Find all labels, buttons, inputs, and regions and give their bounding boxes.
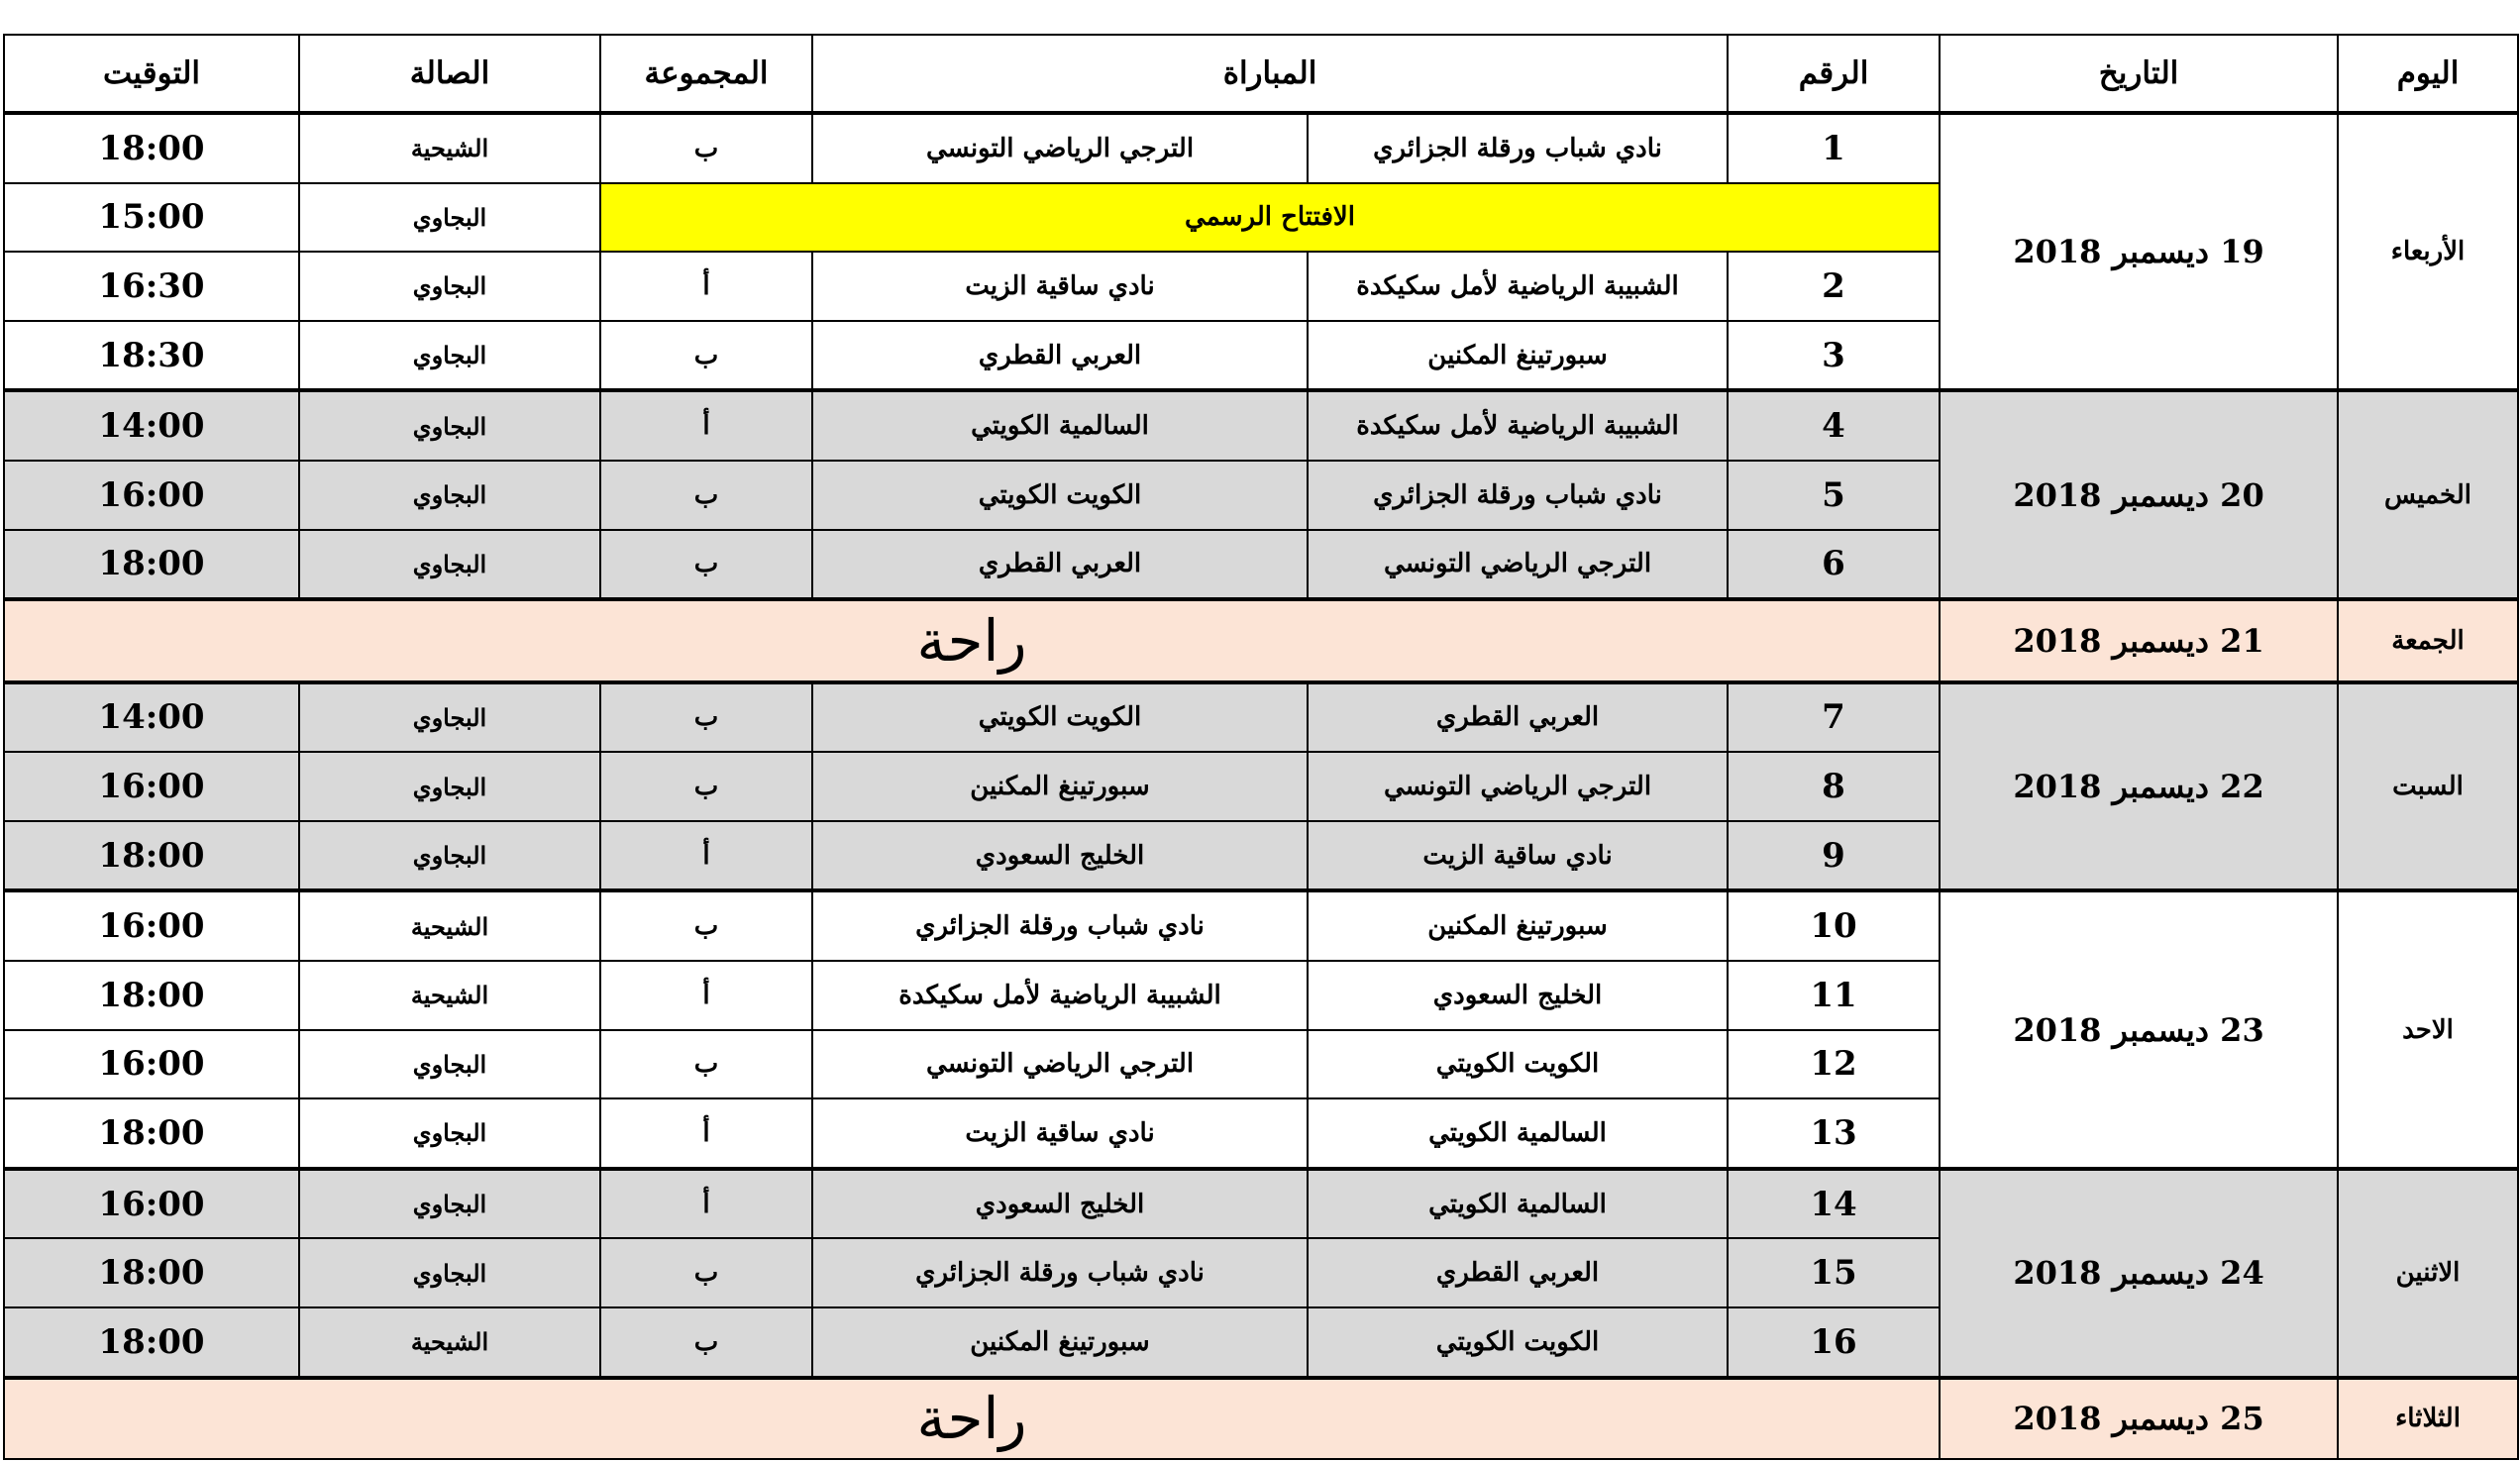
team-home: سبورتينغ المكنين xyxy=(1308,321,1728,391)
match-number: 16 xyxy=(1728,1307,1940,1378)
time-cell: 18:00 xyxy=(4,113,299,183)
team-home: العربي القطري xyxy=(1308,1238,1728,1307)
group-cell: ب xyxy=(600,890,812,961)
match-number: 8 xyxy=(1728,752,1940,821)
group-cell: ب xyxy=(600,1238,812,1307)
time-cell: 16:30 xyxy=(4,252,299,321)
team-home: الخليج السعودي xyxy=(1308,961,1728,1030)
date-cell: 24 ديسمبر 2018 xyxy=(1940,1169,2338,1378)
time-cell: 15:00 xyxy=(4,183,299,253)
header-time: التوقيت xyxy=(4,35,299,113)
rest-row xyxy=(4,1378,2518,1459)
team-home: نادي شباب ورقلة الجزائري xyxy=(1308,113,1728,183)
header-hall: الصالة xyxy=(299,35,600,113)
hall-cell: البجاوي xyxy=(299,321,600,391)
match-number: 14 xyxy=(1728,1169,1940,1239)
hall-cell: البجاوي xyxy=(299,183,600,253)
match-number: 13 xyxy=(1728,1098,1940,1169)
team-away: الترجي الرياضي التونسي xyxy=(812,113,1308,183)
team-home: الترجي الرياضي التونسي xyxy=(1308,752,1728,821)
rest-day-label: راحة xyxy=(4,1378,1940,1459)
group-cell: أ xyxy=(600,390,812,461)
group-cell: ب xyxy=(600,1307,812,1378)
header-day: اليوم xyxy=(2338,35,2518,113)
header-date: التاريخ xyxy=(1940,35,2338,113)
team-away: سبورتينغ المكنين xyxy=(812,752,1308,821)
time-cell: 14:00 xyxy=(4,390,299,461)
header-row xyxy=(4,35,2518,113)
header-group: المجموعة xyxy=(600,35,812,113)
date-cell: 20 ديسمبر 2018 xyxy=(1940,390,2338,599)
day-cell: السبت xyxy=(2338,682,2518,891)
schedule-table xyxy=(3,34,2519,1460)
time-cell: 18:00 xyxy=(4,1238,299,1307)
day-cell: الجمعة xyxy=(2338,599,2518,681)
team-away: الكويت الكويتي xyxy=(812,461,1308,530)
team-away: الترجي الرياضي التونسي xyxy=(812,1030,1308,1099)
date-cell: 21 ديسمبر 2018 xyxy=(1940,599,2338,681)
hall-cell: البجاوي xyxy=(299,252,600,321)
day-cell: الاحد xyxy=(2338,890,2518,1168)
hall-cell: البجاوي xyxy=(299,1098,600,1169)
team-home: الكويت الكويتي xyxy=(1308,1307,1728,1378)
team-away: الكويت الكويتي xyxy=(812,682,1308,753)
group-cell: أ xyxy=(600,961,812,1030)
group-cell: ب xyxy=(600,530,812,600)
team-home: نادي شباب ورقلة الجزائري xyxy=(1308,461,1728,530)
time-cell: 14:00 xyxy=(4,682,299,753)
team-home: السالمية الكويتي xyxy=(1308,1098,1728,1169)
time-cell: 16:00 xyxy=(4,890,299,961)
hall-cell: البجاوي xyxy=(299,752,600,821)
team-home: نادي ساقية الزيت xyxy=(1308,821,1728,891)
team-away: العربي القطري xyxy=(812,530,1308,600)
day-cell: الأربعاء xyxy=(2338,113,2518,390)
group-cell: ب xyxy=(600,461,812,530)
time-cell: 18:00 xyxy=(4,530,299,600)
team-away: السالمية الكويتي xyxy=(812,390,1308,461)
team-away: نادي شباب ورقلة الجزائري xyxy=(812,1238,1308,1307)
hall-cell: البجاوي xyxy=(299,390,600,461)
hall-cell: البجاوي xyxy=(299,1238,600,1307)
group-cell: أ xyxy=(600,252,812,321)
team-home: سبورتينغ المكنين xyxy=(1308,890,1728,961)
team-home: الترجي الرياضي التونسي xyxy=(1308,530,1728,600)
match-number: 4 xyxy=(1728,390,1940,461)
match-number: 15 xyxy=(1728,1238,1940,1307)
date-cell: 22 ديسمبر 2018 xyxy=(1940,682,2338,891)
team-home: الشبيبة الرياضية لأمل سكيكدة xyxy=(1308,390,1728,461)
time-cell: 18:00 xyxy=(4,1098,299,1169)
day-cell: الثلاثاء xyxy=(2338,1378,2518,1459)
group-cell: ب xyxy=(600,321,812,391)
time-cell: 18:30 xyxy=(4,321,299,391)
match-number: 10 xyxy=(1728,890,1940,961)
group-cell: ب xyxy=(600,1030,812,1099)
time-cell: 16:00 xyxy=(4,1030,299,1099)
date-cell: 23 ديسمبر 2018 xyxy=(1940,890,2338,1168)
hall-cell: الشيحية xyxy=(299,961,600,1030)
hall-cell: البجاوي xyxy=(299,1030,600,1099)
team-away: العربي القطري xyxy=(812,321,1308,391)
match-number: 3 xyxy=(1728,321,1940,391)
time-cell: 18:00 xyxy=(4,1307,299,1378)
table-row xyxy=(4,390,2518,461)
team-away: الخليج السعودي xyxy=(812,821,1308,891)
team-away: نادي ساقية الزيت xyxy=(812,1098,1308,1169)
opening-ceremony-cell: الافتتاح الرسمي xyxy=(600,183,1940,253)
rest-row xyxy=(4,599,2518,681)
group-cell: أ xyxy=(600,1098,812,1169)
header-match: المباراة xyxy=(812,35,1728,113)
group-cell: ب xyxy=(600,752,812,821)
hall-cell: البجاوي xyxy=(299,821,600,891)
table-row xyxy=(4,1169,2518,1239)
group-cell: ب xyxy=(600,113,812,183)
date-cell: 19 ديسمبر 2018 xyxy=(1940,113,2338,390)
team-home: السالمية الكويتي xyxy=(1308,1169,1728,1239)
header-number: الرقم xyxy=(1728,35,1940,113)
hall-cell: البجاوي xyxy=(299,682,600,753)
match-number: 6 xyxy=(1728,530,1940,600)
match-number: 5 xyxy=(1728,461,1940,530)
hall-cell: البجاوي xyxy=(299,530,600,600)
team-away: الخليج السعودي xyxy=(812,1169,1308,1239)
match-number: 2 xyxy=(1728,252,1940,321)
match-number: 12 xyxy=(1728,1030,1940,1099)
time-cell: 16:00 xyxy=(4,752,299,821)
table-row xyxy=(4,682,2518,753)
match-number: 11 xyxy=(1728,961,1940,1030)
group-cell: أ xyxy=(600,821,812,891)
match-number: 9 xyxy=(1728,821,1940,891)
time-cell: 18:00 xyxy=(4,961,299,1030)
hall-cell: البجاوي xyxy=(299,461,600,530)
day-cell: الاثنين xyxy=(2338,1169,2518,1378)
day-cell: الخميس xyxy=(2338,390,2518,599)
hall-cell: البجاوي xyxy=(299,1169,600,1239)
match-number: 7 xyxy=(1728,682,1940,753)
table-row xyxy=(4,890,2518,961)
team-away: نادي شباب ورقلة الجزائري xyxy=(812,890,1308,961)
team-home: الشبيبة الرياضية لأمل سكيكدة xyxy=(1308,252,1728,321)
time-cell: 16:00 xyxy=(4,1169,299,1239)
time-cell: 18:00 xyxy=(4,821,299,891)
match-number: 1 xyxy=(1728,113,1940,183)
team-home: الكويت الكويتي xyxy=(1308,1030,1728,1099)
team-away: الشبيبة الرياضية لأمل سكيكدة xyxy=(812,961,1308,1030)
hall-cell: الشيحية xyxy=(299,113,600,183)
team-away: سبورتينغ المكنين xyxy=(812,1307,1308,1378)
table-row xyxy=(4,113,2518,183)
hall-cell: الشيحية xyxy=(299,1307,600,1378)
team-home: العربي القطري xyxy=(1308,682,1728,753)
rest-day-label: راحة xyxy=(4,599,1940,681)
group-cell: ب xyxy=(600,682,812,753)
team-away: نادي ساقية الزيت xyxy=(812,252,1308,321)
date-cell: 25 ديسمبر 2018 xyxy=(1940,1378,2338,1459)
time-cell: 16:00 xyxy=(4,461,299,530)
group-cell: أ xyxy=(600,1169,812,1239)
hall-cell: الشيحية xyxy=(299,890,600,961)
